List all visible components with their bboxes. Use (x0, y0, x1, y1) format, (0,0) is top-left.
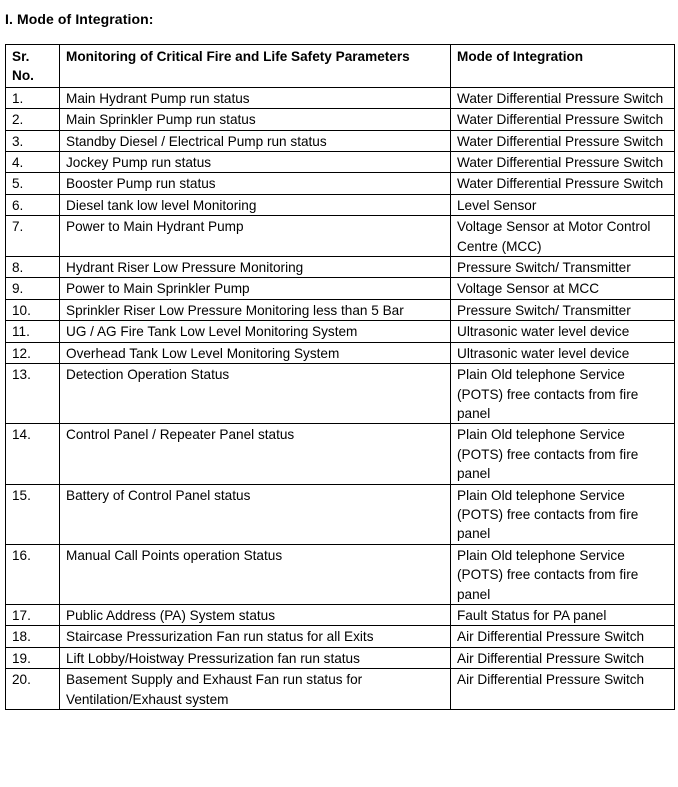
cell-parameter: Sprinkler Riser Low Pressure Monitoring less than 5 Bar (60, 299, 451, 320)
cell-sr-no: 9. (6, 278, 60, 299)
table-row (6, 173, 675, 194)
cell-mode: Plain Old telephone Service (POTS) free contacts from fire panel (451, 424, 675, 484)
cell-sr-no: 16. (6, 544, 60, 604)
cell-parameter: Lift Lobby/Hoistway Pressurization fan run status (60, 647, 451, 668)
table-row (6, 647, 675, 668)
cell-sr-no: 17. (6, 604, 60, 625)
table-row (6, 152, 675, 173)
cell-sr-no: 8. (6, 257, 60, 278)
table-row (6, 194, 675, 215)
table-row (6, 321, 675, 342)
cell-sr-no: 11. (6, 321, 60, 342)
cell-mode: Voltage Sensor at Motor Control Centre (MCC) (451, 216, 675, 257)
cell-mode: Water Differential Pressure Switch (451, 152, 675, 173)
cell-mode: Plain Old telephone Service (POTS) free contacts from fire panel (451, 544, 675, 604)
cell-mode: Voltage Sensor at MCC (451, 278, 675, 299)
cell-sr-no: 10. (6, 299, 60, 320)
cell-mode: Air Differential Pressure Switch (451, 626, 675, 647)
table-row (6, 257, 675, 278)
cell-sr-no: 14. (6, 424, 60, 484)
cell-mode: Water Differential Pressure Switch (451, 173, 675, 194)
cell-sr-no: 2. (6, 109, 60, 130)
cell-sr-no: 12. (6, 342, 60, 363)
cell-mode: Water Differential Pressure Switch (451, 87, 675, 108)
cell-parameter: Power to Main Hydrant Pump (60, 216, 451, 257)
cell-parameter: Hydrant Riser Low Pressure Monitoring (60, 257, 451, 278)
cell-parameter: Staircase Pressurization Fan run status for all Exits (60, 626, 451, 647)
integration-table (5, 44, 675, 710)
cell-parameter: Battery of Control Panel status (60, 484, 451, 544)
table-row (6, 669, 675, 710)
table-row (6, 216, 675, 257)
cell-mode: Air Differential Pressure Switch (451, 647, 675, 668)
cell-parameter: Control Panel / Repeater Panel status (60, 424, 451, 484)
cell-sr-no: 7. (6, 216, 60, 257)
cell-mode: Plain Old telephone Service (POTS) free contacts from fire panel (451, 364, 675, 424)
section-heading: I. Mode of Integration: (5, 11, 154, 27)
cell-parameter: Main Sprinkler Pump run status (60, 109, 451, 130)
table-row (6, 484, 675, 544)
cell-parameter: Public Address (PA) System status (60, 604, 451, 625)
cell-parameter: Main Hydrant Pump run status (60, 87, 451, 108)
header-row (6, 45, 675, 88)
table-row (6, 626, 675, 647)
cell-sr-no: 3. (6, 130, 60, 151)
header-sr-no: Sr. No. (6, 45, 60, 88)
table-row (6, 544, 675, 604)
cell-mode: Water Differential Pressure Switch (451, 130, 675, 151)
cell-mode: Air Differential Pressure Switch (451, 669, 675, 710)
cell-parameter: Booster Pump run status (60, 173, 451, 194)
cell-parameter: Overhead Tank Low Level Monitoring System (60, 342, 451, 363)
cell-mode: Pressure Switch/ Transmitter (451, 299, 675, 320)
table-row (6, 130, 675, 151)
cell-parameter: Diesel tank low level Monitoring (60, 194, 451, 215)
cell-sr-no: 19. (6, 647, 60, 668)
cell-mode: Ultrasonic water level device (451, 321, 675, 342)
cell-parameter: Manual Call Points operation Status (60, 544, 451, 604)
cell-mode: Fault Status for PA panel (451, 604, 675, 625)
table-row (6, 424, 675, 484)
cell-mode: Plain Old telephone Service (POTS) free contacts from fire panel (451, 484, 675, 544)
cell-sr-no: 18. (6, 626, 60, 647)
header-parameter: Monitoring of Critical Fire and Life Safety Parameters (60, 45, 451, 88)
cell-mode: Level Sensor (451, 194, 675, 215)
cell-mode: Pressure Switch/ Transmitter (451, 257, 675, 278)
cell-sr-no: 15. (6, 484, 60, 544)
table-row (6, 364, 675, 424)
cell-parameter: Jockey Pump run status (60, 152, 451, 173)
cell-mode: Water Differential Pressure Switch (451, 109, 675, 130)
header-mode: Mode of Integration (451, 45, 675, 88)
cell-sr-no: 5. (6, 173, 60, 194)
table-body (6, 87, 675, 709)
cell-sr-no: 20. (6, 669, 60, 710)
table-row (6, 604, 675, 625)
cell-parameter: Detection Operation Status (60, 364, 451, 424)
cell-mode: Ultrasonic water level device (451, 342, 675, 363)
cell-parameter: Power to Main Sprinkler Pump (60, 278, 451, 299)
cell-parameter: Standby Diesel / Electrical Pump run status (60, 130, 451, 151)
table-row (6, 87, 675, 108)
cell-sr-no: 13. (6, 364, 60, 424)
cell-parameter: Basement Supply and Exhaust Fan run status for Ventilation/Exhaust system (60, 669, 451, 710)
table-row (6, 299, 675, 320)
table-row (6, 342, 675, 363)
cell-sr-no: 6. (6, 194, 60, 215)
cell-sr-no: 1. (6, 87, 60, 108)
cell-sr-no: 4. (6, 152, 60, 173)
table-row (6, 278, 675, 299)
table-row (6, 109, 675, 130)
cell-parameter: UG / AG Fire Tank Low Level Monitoring System (60, 321, 451, 342)
